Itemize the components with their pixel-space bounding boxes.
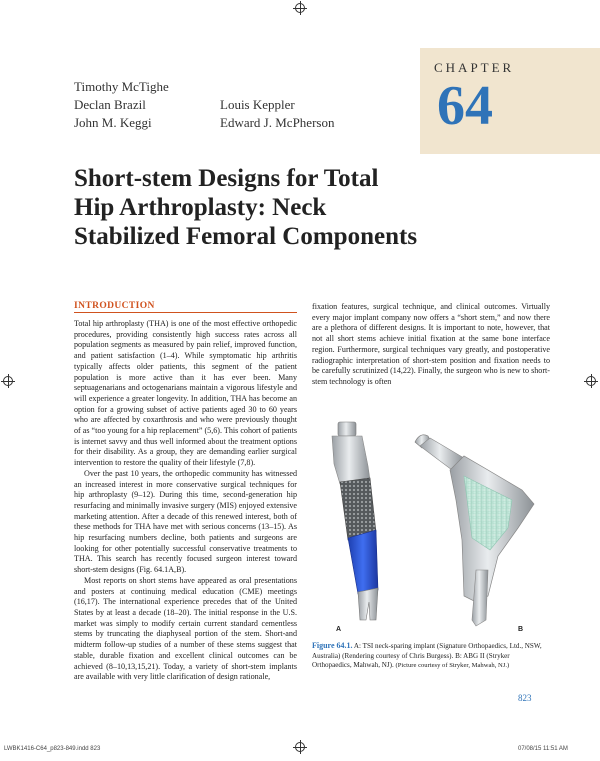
chapter-number: 64 xyxy=(437,75,493,137)
footer-file-info: LWBK1416-C64_p823-849.indd 823 xyxy=(4,746,101,752)
implant-illustration xyxy=(312,420,548,635)
right-column xyxy=(312,302,550,388)
author-name: Louis Keppler xyxy=(220,97,295,112)
chapter-label: CHAPTER xyxy=(434,60,515,75)
implant-a xyxy=(332,422,378,620)
paragraph: Over the past 10 years, the orthopedic community has witnessed an increased interest in more conservative surgical techniques for hip arthroplasty (9–12). During this time, second-generation hip resurfacing and minimally invasive surgery (MIS) enjoyed extensive marketing attention. After a decade of this renewed interest, both of these methods for THA have met with serious concerns (13–15). As hip resurfacing numbers decline, both patients and surgeons are looking for other potentially successful conservative treatments to THA. This search has recently focused surgeon interest toward short-stem designs (Fig. 64.1A,B). xyxy=(74,468,297,575)
authors-right xyxy=(220,96,334,132)
figure-label-b: B xyxy=(518,626,524,633)
figure-caption xyxy=(312,641,550,671)
author-name: Edward J. McPherson xyxy=(220,115,335,130)
implant-a-neck xyxy=(332,436,370,484)
chapter-title xyxy=(74,164,474,251)
implant-a-taper xyxy=(338,422,356,436)
caption-figure-number: Figure 64.1. xyxy=(312,641,353,650)
title-line: Stabilized Femoral Components xyxy=(74,223,418,250)
page-number: 823 xyxy=(518,693,532,703)
author-name: Timothy McTighe xyxy=(74,79,169,94)
author-name: Declan Brazil xyxy=(74,97,146,112)
implant-b xyxy=(415,435,534,626)
figure-label-a: A xyxy=(336,626,342,633)
registration-mark-left xyxy=(3,376,13,386)
authors-left xyxy=(74,78,169,132)
footer-timestamp: 07/08/15 11:51 AM xyxy=(518,746,568,752)
paragraph: fixation features, surgical technique, and clinical outcomes. Virtually every major implant company now offers a “short stem,” and now there are a plethora of different designs. It is important to note, however, that not all short stems achieve initial fixation at the same bone interface region. Furthermore, surgical techniques vary greatly, and postoperative radiographic interpretation of short-stem position and fixation needs to be carefully scrutinized (14,22). Finally, the surgeon who is new to short-stem technology is often xyxy=(312,302,550,386)
author-name: John M. Keggi xyxy=(74,115,152,130)
left-column xyxy=(74,319,297,683)
figure-64-1 xyxy=(312,420,548,635)
caption-text: A: TSI neck-sparing implant (Signature Orthopaedics, Ltd., NSW, Australia) (Rendering courtesy of Chris Burgess). B: ABG II (Stryker Orthopaedics, Mahwah, NJ). xyxy=(312,642,542,670)
registration-mark-right xyxy=(586,376,596,386)
implant-a-porous-coating xyxy=(340,478,376,540)
caption-credit: (Picture courtesy of Stryker, Mahwah, NJ.) xyxy=(395,662,510,670)
registration-mark-bottom xyxy=(295,742,305,752)
title-line: Short-stem Designs for Total xyxy=(74,165,379,192)
registration-mark-top xyxy=(295,3,305,13)
paragraph: Most reports on short stems have appeared as oral presentations and posters at continuing medical education (CME) meetings (16,17). The international experience precedes that of the United States by at least a decade (18–20). The initial response in the U.S. market was simply to modify certain current standard cementless stems by truncating the diaphyseal portion of the stem. Short-and midterm follow-up studies of a number of these stems suggest that stable, durable fixation and excellent clinical outcomes can be achieved (8–10,13,15,21). Today, a variety of short-stem implants are available with very little clarification of design rationale, xyxy=(74,575,297,682)
implant-a-tip xyxy=(358,588,378,620)
section-rule xyxy=(74,312,297,313)
section-heading: INTRODUCTION xyxy=(74,301,155,311)
implant-a-body xyxy=(348,530,378,594)
paragraph: Total hip arthroplasty (THA) is one of the most effective orthopedic procedures, providing consistently high success rates across all population segments as measured by pain relief, improved function, and patient satisfaction (1–4). While symptomatic hip arthritis typically affects older patients, this segment of the patient population is more active than it has ever been. Many septuagenarians and octogenarians maintain a vigorous lifestyle and will experience a greater longevity. In addition, THA has become an option for a growing subset of active patients aged 30 to 60 years who are affected by coxarthrosis and who were previously thought of as “too young for a hip replacement” (5,6). This cohort of patients is internet savvy and thus well informed about the treatment options for their disability. As a group, they are demanding earlier surgical intervention to restore the quality of their lifestyle (7,8). xyxy=(74,319,297,468)
title-line: Hip Arthroplasty: Neck xyxy=(74,194,327,221)
